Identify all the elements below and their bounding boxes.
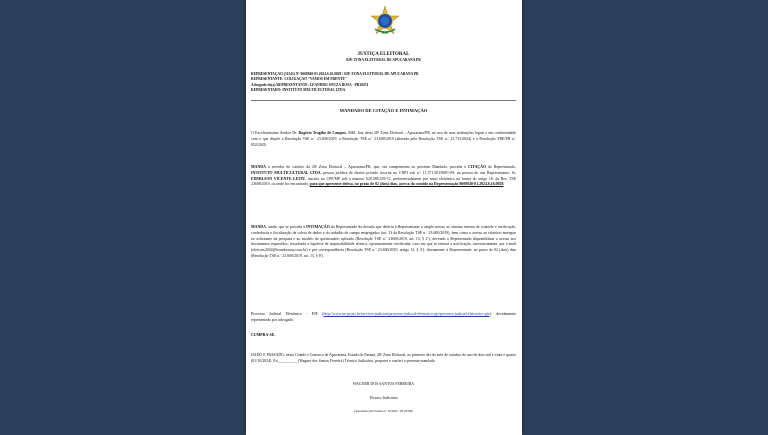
text-run: , ainda, que se proceda à [265, 225, 307, 229]
paragraph-pje [251, 312, 516, 324]
pje-link[interactable]: http://www.tre-pr.jus.br/servicos-judiciais/processo-judicial-eletronico-pje/processo-judicial-eletronico-pje [323, 312, 490, 316]
case-representado: REPRESENTADO: INSTITUTO MULTICULTURAL LTDA [251, 88, 346, 93]
case-representante: REPRESENTANTE: COLIGAÇÃO "VAMOS EM FRENTE" [251, 77, 347, 82]
text-run: , inscrito no CPF/MF sob o número 620.588.359-72, preferencialmente por meio eletrônico na forma do artigo 18, da Res. TSE 23608/2019, ou onde for encontrado, [251, 176, 516, 187]
signatory-authorization: (Autorizado pela Portaria n.º 02/2024 - 28ª ZE/PR) [353, 409, 413, 413]
cumpra-se: CUMPRA-SE. [251, 333, 276, 337]
text-run: . [503, 182, 505, 187]
signatory-role: Técnico Judiciário [369, 396, 398, 400]
keyword-intimacao: INTIMAÇÃO [306, 225, 330, 229]
document-page [246, 0, 522, 435]
text-run: do Representado, [486, 165, 517, 169]
keyword-citacao: CITAÇÃO [467, 165, 486, 169]
institute-name: INSTITUTO MULTICULTURAL LTDA [251, 170, 321, 175]
brasao-republica-icon [369, 5, 401, 37]
keyword-manda: MANDA [251, 225, 266, 229]
case-representacao: REPRESENTAÇÃO (11541) Nº 0600840-81.2024.6.16.0028 / 028ª ZONA ELEITORAL DE APUCARANA PR [251, 72, 419, 76]
paragraph-citacao [251, 165, 516, 188]
electoral-zone: 028ª ZONA ELEITORAL DE APUCARANA PR [346, 58, 421, 62]
text-run: , pessoa jurídica de direito privado inscrita no CNPJ sob n.º 11.371.501/0001-09, na pessoa do seu Representante, Sr. [320, 170, 516, 175]
keyword-manda: MANDA [251, 165, 266, 169]
text-run: , MM. Juiz desta 28ª Zona Eleitoral – Apucarana/PR, no uso de suas atribuições legais e em conformidade com o que dispõe a Resolução TSE n.º 23.608/2019, a Resolução TSE n.º 23.608/2019 (alterada pela Resolução TSE n.º 23.733/2024) e a Resolução TRE/PR n.º 852/2020, [251, 131, 516, 147]
text-run: Processo Judicial Eletrônico - PJE ( [251, 312, 324, 316]
case-advogado: Advogado do(a) REPRESENTANTE: LEANDRO SOUZA ROSA - PR30474 [251, 82, 369, 87]
paragraph-intro [251, 131, 516, 148]
paragraph-intimacao [251, 225, 516, 260]
text-run: O Excelentíssimo Senhor Dr. [251, 131, 299, 135]
header-divider [251, 100, 516, 101]
signatory-name: WAGNER DOS SANTOS FERREIRA [352, 382, 415, 386]
judge-name: Rogério Tragibo de Campos [298, 131, 346, 135]
paragraph-dado-passado: DADO E PASSADO, nesta Cidade e Comarca de Apucarana, Estado do Paraná, 28ª Zona Eleitoral, ao primeiro dia do mês de outubro do ano de dois mil e vinte e quatro (01/10/2024). Eu__________ (Wagner dos Santos Ferreira) Técnico Judiciário, preparei e conferi o presente mandado. [251, 353, 516, 363]
text-run: a servidor do cartório da 28ª Zona Eleitoral – Apucarana/PR, que, em cumprimento ao presente Mandado, proceda à [265, 165, 468, 169]
text-run: do Representado da decisão que deferiu à Representante o amplo acesso ao sistema interno de controle e verificação, conferência e fiscalização da coleta de dados e do trabalho de campo empregados (art. 13 da Resolução TSE n.º 23.600/2019), bem como o acesso ao relatório entregue ao solicitante da pesquisa e ao modelo do questionário aplicado (Resolução TSE n.º 23600/2019, art. 13, § 2º), devendo o Representado disponibilizar o acesso aos documentos requeridos, ressalvada a hipótese de impossibilidade técnica, oportunamente certificada, caso em que se tentará a notificação, sucessivamente, por e-mail (eleicoes2024@leandrorosa.com.br) e por correspondência (Resolução TSE n.º 23.600/2019, artigo 13, § 4º), diretamente à Representante, no prazo de 02 (dois) dias (Resolução TSE n.º 23.600/2019, art. 13, § 8º). [251, 225, 516, 258]
document-title: MANDADO DE CITAÇÃO E INTIMAÇÃO [339, 108, 428, 113]
court-name: JUSTIÇA ELEITORAL [357, 52, 410, 57]
text-run: ), devidamente representado por advogado. [251, 312, 516, 322]
defense-deadline: para que apresente defesa, no prazo de 02 (dois) dias, acerca do contido na Representação 0600840-81.2024.6.16.0028 [309, 182, 504, 187]
case-metadata [251, 72, 516, 94]
representative-name: EDMILSON VICENTE LEITE [251, 176, 306, 181]
